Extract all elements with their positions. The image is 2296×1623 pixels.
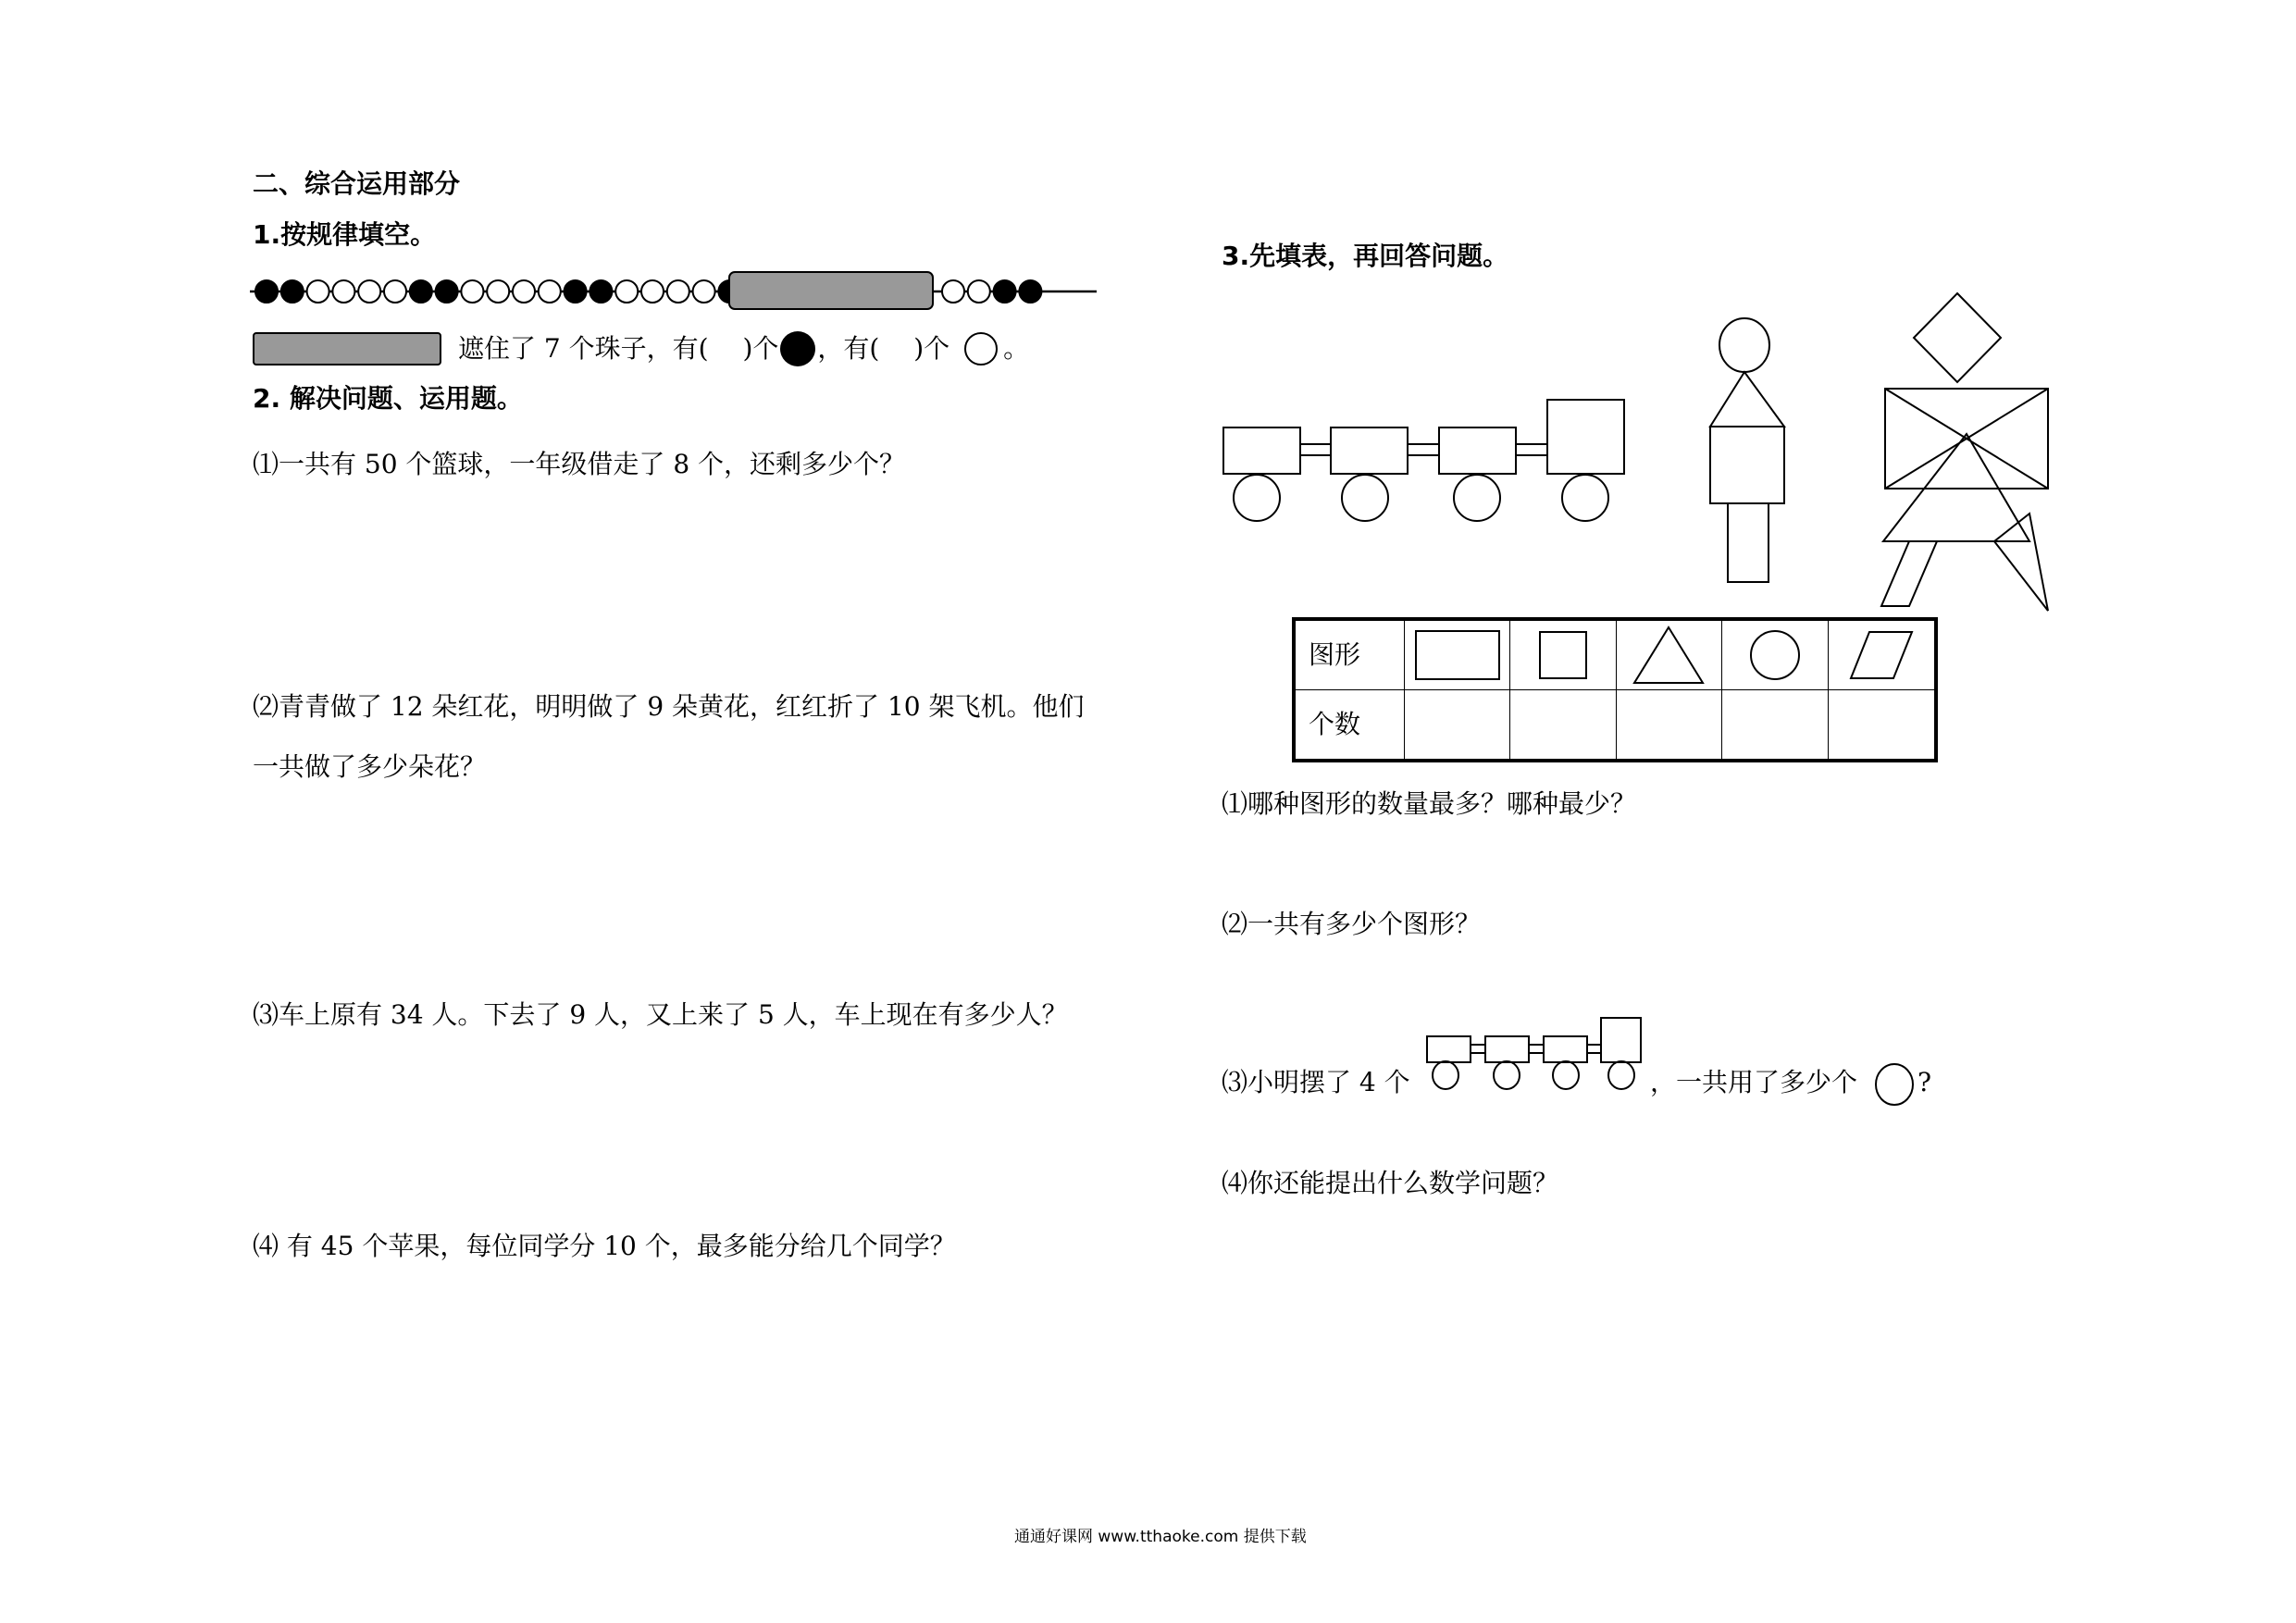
white-bead — [693, 280, 715, 303]
white-bead — [513, 280, 535, 303]
table-count-cell[interactable] — [1829, 690, 1934, 760]
question-3-c-text-3: ? — [1917, 1067, 1932, 1097]
white-bead — [667, 280, 689, 303]
white-bead — [384, 280, 406, 303]
white-bead — [942, 280, 964, 303]
question-2-item-1: ⑴一共有 50 个篮球，一年级借走了 8 个，还剩多少个？ — [253, 449, 906, 479]
question-3-title: 3.先填表，再回答问题。 — [1222, 241, 1509, 271]
cover-text-3: 。 — [1003, 333, 1030, 364]
table-header-cell — [1405, 621, 1510, 690]
table-label-count: 个数 — [1296, 690, 1405, 760]
page-footer: 通通好课网 www.tthaoke.com 提供下载 — [1014, 1528, 1307, 1546]
table-header-cell — [1617, 621, 1722, 690]
table-count-cell[interactable] — [1510, 690, 1616, 760]
cover-sentence — [253, 330, 1029, 367]
question-1-title: 1.按规律填空。 — [253, 219, 437, 250]
train-figure — [1222, 398, 1629, 527]
black-bead — [255, 280, 278, 303]
white-bead — [615, 280, 638, 303]
cover-text: 遮住了 7 个珠子，有( )个 — [458, 333, 779, 364]
question-2-item-4: ⑷ 有 45 个苹果，每位同学分 10 个，最多能分给几个同学？ — [253, 1231, 956, 1261]
question-2-title: 2. 解决问题、运用题。 — [253, 383, 523, 414]
question-3-c-text-2: ，一共用了多少个 — [1650, 1067, 1858, 1097]
question-3-b: ⑵一共有多少个图形？ — [1222, 909, 1482, 939]
question-3-a: ⑴哪种图形的数量最多？哪种最少？ — [1222, 788, 1637, 819]
circle-icon — [1749, 629, 1801, 681]
white-bead — [487, 280, 509, 303]
table-header-cell — [1829, 621, 1934, 690]
table-count-cell[interactable] — [1722, 690, 1828, 760]
question-2-item-2: ⑵青青做了 12 朵红花，明明做了 9 朵黄花，红红折了 10 架飞机。他们 — [253, 691, 1085, 722]
question-3-c-text-1: ⑶小明摆了 4 个 — [1222, 1067, 1410, 1097]
wheel-icon — [1874, 1062, 1915, 1107]
question-3-d: ⑷你还能提出什么数学问题？ — [1222, 1168, 1559, 1198]
tangram-figure — [1865, 291, 2050, 615]
black-bead — [436, 280, 458, 303]
mini-train-icon — [1425, 1016, 1643, 1090]
parallelogram-icon — [1849, 630, 1914, 680]
black-bead — [410, 280, 432, 303]
black-bead — [590, 280, 612, 303]
black-bead — [994, 280, 1016, 303]
black-bead — [565, 280, 587, 303]
robot-figure — [1703, 317, 1795, 586]
table-header-cell — [1510, 621, 1616, 690]
black-bead — [281, 280, 304, 303]
triangle-icon — [1632, 626, 1705, 685]
question-2-item-3: ⑶车上原有 34 人。下去了 9 人，又上来了 5 人，车上现在有多少人？ — [253, 999, 1068, 1030]
white-bead — [968, 280, 990, 303]
table-label-shape: 图形 — [1296, 621, 1405, 690]
white-bead — [641, 280, 664, 303]
black-bead-icon — [780, 331, 815, 366]
table-count-cell[interactable] — [1405, 690, 1510, 760]
square-icon — [1538, 630, 1588, 680]
rectangle-icon — [1414, 629, 1501, 681]
section-title: 二、综合运用部分 — [253, 168, 461, 199]
white-bead-icon — [964, 332, 998, 365]
white-bead — [358, 280, 380, 303]
table-header-cell — [1722, 621, 1828, 690]
white-bead — [539, 280, 561, 303]
bead-string — [250, 268, 1101, 315]
table-count-cell[interactable] — [1617, 690, 1722, 760]
shape-count-table — [1292, 617, 1938, 762]
question-2-item-2-cont: 一共做了多少朵花？ — [253, 751, 487, 782]
cover-bar — [729, 272, 933, 309]
white-bead — [461, 280, 483, 303]
white-bead — [307, 280, 329, 303]
cover-text-2: ，有( )个 — [817, 333, 950, 364]
cover-bar-legend — [253, 332, 441, 365]
black-bead — [1019, 280, 1041, 303]
white-bead — [332, 280, 354, 303]
